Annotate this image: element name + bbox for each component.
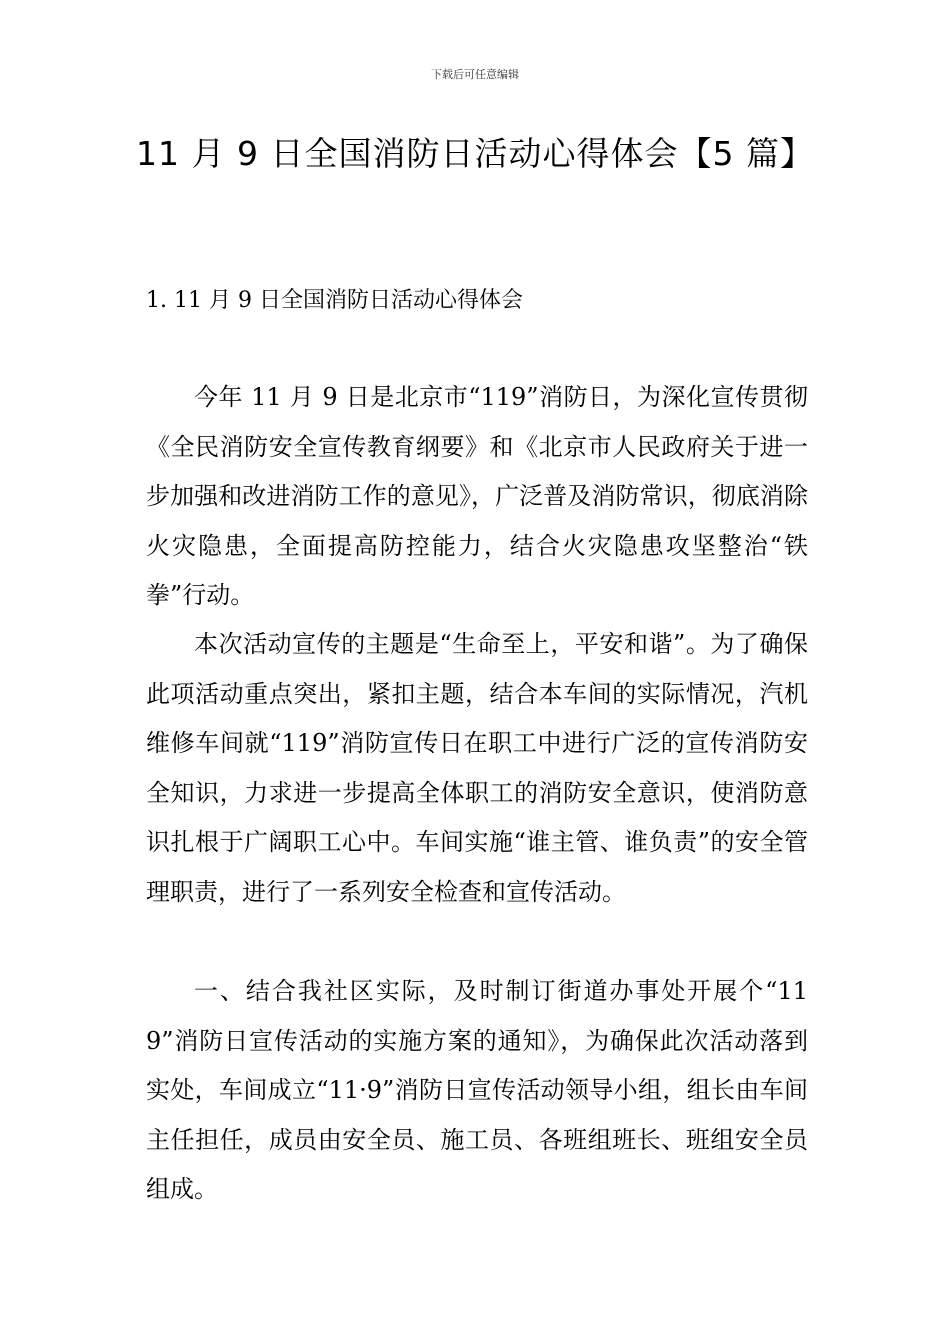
paragraph-1-block: [146, 373, 808, 621]
paragraph-1: 今年 11 月 9 日是北京市“119”消防日，为深化宣传贯彻《全民消防安全宣传教育纲要》和《北京市人民政府关于进一步加强和改进消防工作的意见》，广泛普及消防常识，彻底消除火灾隐患，全面提高防控能力，结合火灾隐患攻坚整治“铁拳”行动。: [146, 383, 808, 609]
paragraph-2: 本次活动宣传的主题是“生命至上，平安和谐”。为了确保此项活动重点突出，紧扣主题，结合本车间的实际情况，汽机维修车间就“119”消防宣传日在职工中进行广泛的宣传消防安全知识，力求进一步提高全体职工的消防安全意识，使消防意识扎根于广阔职工心中。车间实施“谁主管、谁负责”的安全管理职责，进行了一系列安全检查和宣传活动。: [146, 630, 808, 906]
document-title: 11 月 9 日全国消防日活动心得体会【5 篇】: [136, 134, 814, 173]
section-heading: 1. 11 月 9 日全国消防日活动心得体会: [146, 288, 523, 313]
paragraph-2-block: [146, 620, 808, 917]
paragraph-3-block: [146, 967, 808, 1215]
paragraph-3: 一、结合我社区实际，及时制订街道办事处开展个“119”消防日宣传活动的实施方案的通知》，为确保此次活动落到实处，车间成立“11·9”消防日宣传活动领导小组，组长由车间主任担任，成员由安全员、施工员、各班组班长、班组安全员组成。: [146, 977, 808, 1203]
header-note: 下载后可任意编辑: [431, 68, 519, 81]
